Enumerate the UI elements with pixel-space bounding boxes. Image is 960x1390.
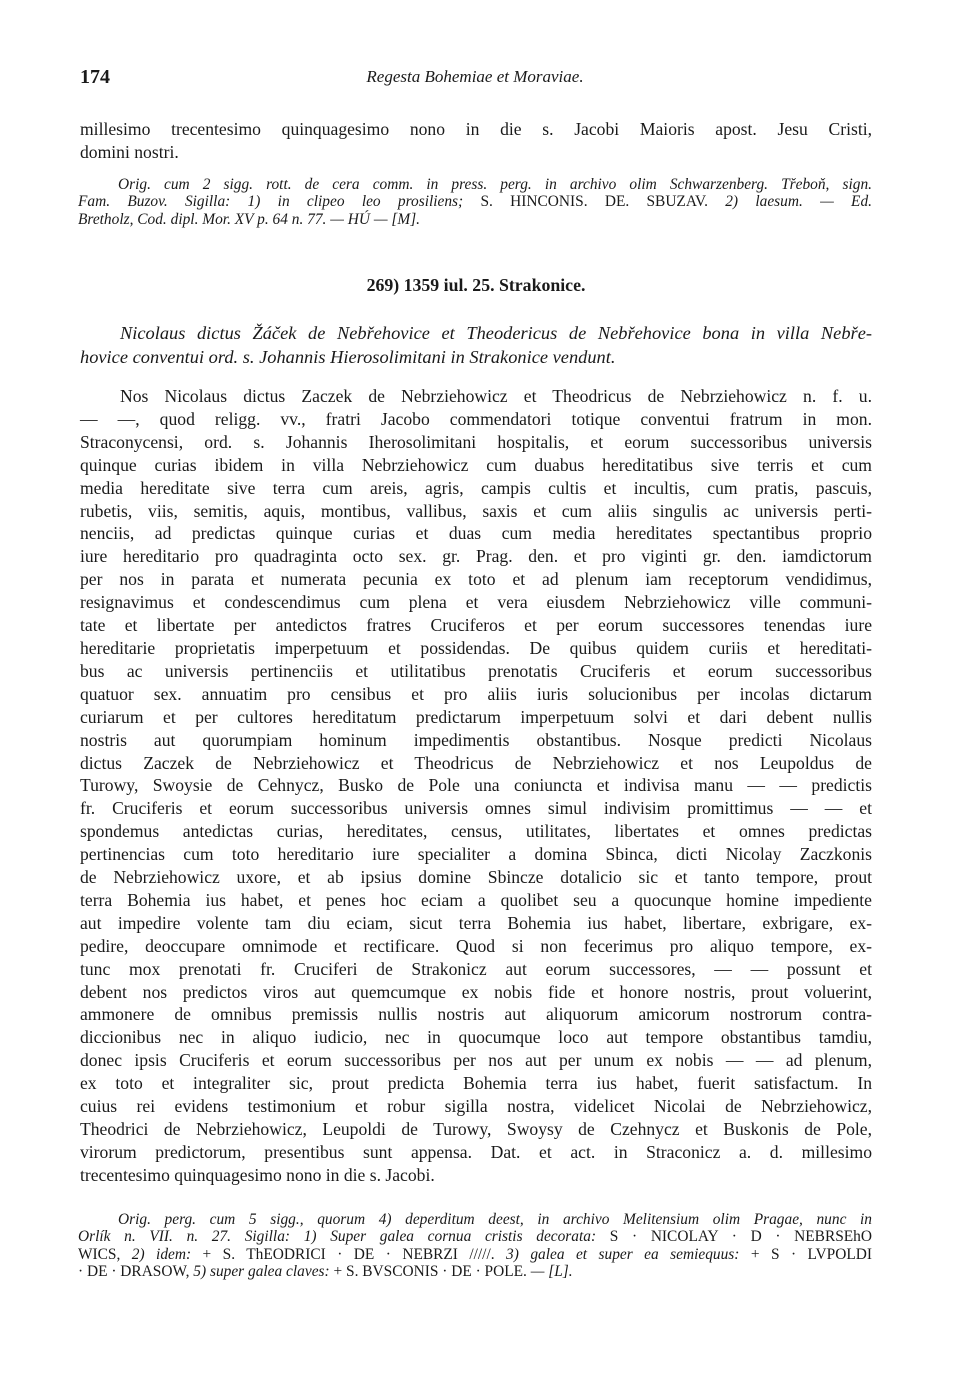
document-note [78,1211,872,1281]
page-number: 174 [80,66,110,88]
text-line: virorum predictorum, presentibus sunt appensa. Dat. et act. in Straconicz a. d. millesimo [80,1141,872,1162]
text-line: cuius rei evidens testimonium et robur sigilla nostra, videlicet Nicolai de Nebrziehowicz, [80,1096,872,1117]
note-italic: — [L]. [526,1263,573,1281]
text-line: Theodrici de Nebrziehowicz, Leupoldi de Turowy, Swoysy de Czehnycz et Buskonis de Pole, [80,1119,872,1139]
running-title: Regesta Bohemiae et Moraviae. [366,67,584,86]
text-line: ex toto et integraliter sic, prout predicta Bohemia terra ius habet, fuerit satisfactum. In [80,1073,872,1094]
text-line: media hereditate sive terra cum areis, agris, campis cultis et incultis, cum pratis, pascuis, [80,477,872,498]
seal-legend: + S · LVPOLDI [739,1245,872,1263]
text-line: domini nostri. [80,141,179,162]
note-line: Orig. perg. cum 5 sigg., quorum 4) deperditum deest, in archivo Melitensium olim Pragae, nunc in [118,1211,872,1228]
text-line: ammonere de omnibus premissis nullis nostris aut aliquorum amicorum nostrorum contra- [80,1004,872,1025]
note-line [78,1228,872,1245]
regest-summary [80,322,872,369]
regest-line: hovice conventui ord. s. Johannis Hierosolimitani in Strakonice vendunt. [80,346,616,367]
page-header [80,66,870,90]
text-line: — —, quod religg. vv., fratri Jacobo commendatori totique conventui fratrum in mon. [80,408,872,429]
text-line: quatuor sex. annuatim pro censibus et pro aliis iuris solucionibus per incolas dictarum [80,683,872,704]
text-line: iure hereditario pro quadraginta octo sex. gr. Prag. den. et pro viginti gr. den. iamdictorum [80,546,872,567]
text-line: rubetis, viis, semitis, aquis, montibus, vallibus, saxis et cum aliis singulis ac universis perti- [80,500,872,521]
note-italic: 2) idem: [120,1245,192,1263]
document-paragraph [80,385,872,1187]
text-line: millesimo trecentesimo quinquagesimo nono in die s. Jacobi Maioris apost. Jesu Cristi, [80,119,872,139]
text-line: fr. Cruciferis et eorum successoribus universis omnes simul indivisim promittimus — — et [80,798,872,819]
text-line: diccionibus nec in aliquo iudicio, nec in quocumque loco aut tempore obstantibus tamdiu, [80,1027,872,1048]
note-italic: 3) galea et super ea semiequus: [494,1245,740,1263]
seal-legend: + S. BVSCONIS · DE · POLE. [329,1263,527,1281]
seal-legend: · DE · DRASOW, [78,1263,190,1281]
text-line: tate et libertate per antedictos fratres Cruciferos et per eorum successores tenendas iure [80,615,872,636]
note-line [78,1246,872,1263]
text-line: spondemus antedictas curias, hereditates, census, utilitates, libertates et omnes predictas [80,821,872,842]
note-italic: Fam. Buzov. Sigilla: 1) in clipeo leo prosiliens; [78,193,464,211]
text-line: pertinencias cum toto hereditario iure specialiter a domina Sbinca, dicti Nicolay Zaczkonis [80,844,872,865]
text-line: nostris aut quorumpiam hominum impedimentis obstantibus. Nosque predicti Nicolaus [80,729,872,750]
text-line: quinque curias ibidem in villa Nebrziehowicz cum duabus hereditatibus sive terris et cum [80,454,872,475]
note-line: Bretholz, Cod. dipl. Mor. XV p. 64 n. 77. — HÚ — [M]. [78,210,421,228]
regest-block [80,322,872,369]
note-line [78,193,872,210]
text-line: donec ipsis Cruciferis et eorum successoribus per nos aut per unum ex nobis — — ad plenum, [80,1050,872,1071]
text-line: trecentesimo quinquagesimo nono in die s. Jacobi. [80,1164,435,1185]
text-line: de Nebrziehowicz uxore, et ab ipsius domine Sbincze dotalicio sic et tanto tempore, prout [80,867,872,888]
continuation-text [80,118,872,164]
note-italic: 2) laesum. — Ed. [707,193,873,211]
document-text [80,385,872,1187]
seal-legend: + S. ThEODRICI · DE · NEBRZI /////. [191,1245,495,1263]
previous-document-note [78,176,872,228]
continuation-paragraph [80,118,872,164]
text-line: aut impedire volente tam diu eciam, sicut terra Bohemia ius habet, libertare, exbrigare, ex- [80,912,872,933]
note-line [78,1263,872,1280]
note-italic: Orlík n. VII. n. 27. Sigilla: 1) Super galea cornua cristis decorata: [78,1228,597,1246]
seal-legend: WICS, [78,1245,121,1263]
text-line: bus ac universis pertinenciis et utilitatibus prenotatis Cruciferis et eorum successoribus [80,660,872,681]
apparatus-note [78,176,872,228]
document-heading-block [80,275,872,296]
seal-legend: S · NICOLAY · D · NEBRSEhO [596,1228,872,1246]
seal-legend: S. HINCONIS. DE. SBUZAV. [463,193,708,211]
text-line: Nos Nicolaus dictus Zaczek de Nebrziehowicz et Theodricus de Nebrziehowicz n. f. u. [120,386,872,406]
text-line: per nos in parata et numerata pecunia ex toto et ad plenum iam receptorum vendidimus, [80,569,872,590]
text-line: resignavimus et condescendimus cum plena et vera eiusdem Nebrziehowicz ville communi- [80,592,872,613]
document-heading: 269) 1359 iul. 25. Strakonice. [366,275,586,295]
text-line: debent nos predictos viros aut quemcumque ex nobis fide et honore nostris, prout voluerint, [80,981,872,1002]
text-line: terra Bohemia ius habet, et penes hoc eciam a quolibet seu a quocunque homine impediente [80,889,872,910]
regest-line: Nicolaus dictus Žáček de Nebřehovice et Theodericus de Nebřehovice bona in villa Nebře- [120,323,872,343]
text-line: dictus Zaczek de Nebrziehowicz et Theodricus de Nebrziehowicz et nos Leupoldus de [80,752,872,773]
text-line: tunc mox prenotati fr. Cruciferi de Strakonicz aut eorum successores, — — possunt et [80,958,872,979]
text-line: hereditarie proprietatis imperpetuum et possidendas. De quibus quidem curiis et hereditati- [80,637,872,658]
note-italic: 5) super galea claves: [189,1263,330,1281]
text-line: nenciis, ad predictas quinque curias et duas cum media hereditates spectantibus proprio [80,523,872,544]
text-line: curiarum et per cultores hereditatum predictarum imperpetuum solvi et dari debent nullis [80,706,872,727]
text-line: pedire, deoccupare omnimode et rectificare. Quod si non fecerimus pro aliquo tempore, ex- [80,935,872,956]
text-line: Straconycensi, ord. s. Johannis Iherosolimitani hospitalis, et eorum successoribus universis [80,431,872,452]
apparatus-note [78,1211,872,1281]
text-line: Turowy, Swoysie de Cehnycz, Busko de Pole una coniuncta et indivisa manu — — predictis [80,775,872,796]
note-line: Orig. cum 2 sigg. rott. de cera comm. in press. perg. in archivo olim Schwarzenberg. Třeboň, sign. [118,176,872,193]
